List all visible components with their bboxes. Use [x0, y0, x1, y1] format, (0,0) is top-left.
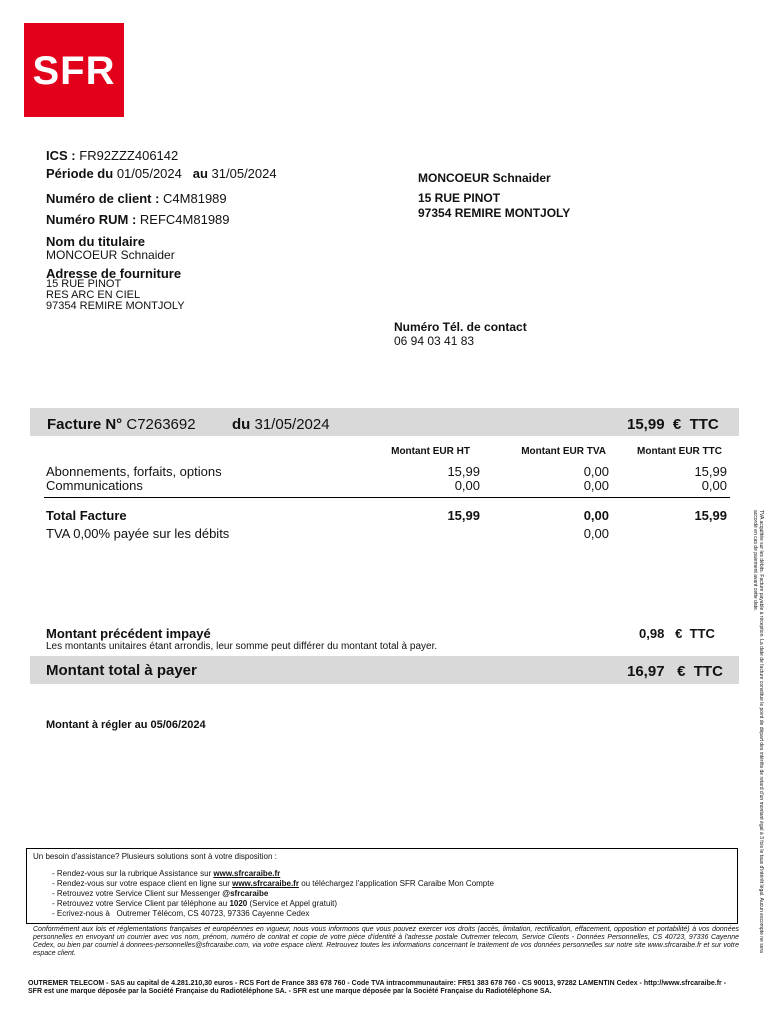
assistance-l5-text: - Ecrivez-nous à: [52, 909, 110, 918]
adresse-line-1: 15 RUE PINOT: [46, 278, 122, 290]
recipient-street: 15 RUE PINOT: [418, 191, 501, 205]
rum-label: Numéro RUM :: [46, 212, 137, 227]
client-value: C4M81989: [163, 191, 227, 206]
assistance-l3-text: - Retrouvez votre Service Client sur Messenger: [52, 889, 221, 898]
row-2-tva: 0,00: [583, 478, 609, 493]
col-header-ht: Montant EUR HT: [391, 446, 470, 457]
ics-line: [46, 148, 178, 163]
col-header-ttc: Montant EUR TTC: [637, 446, 722, 457]
titulaire-label: Nom du titulaire: [46, 234, 145, 249]
sfr-logo: [24, 23, 124, 117]
periode-label: Période du: [46, 166, 114, 181]
total-facture-tva: 0,00: [583, 508, 609, 523]
assistance-l4-text: - Retrouvez votre Service Client par téléphone au: [52, 899, 228, 908]
row-2-ttc: 0,00: [701, 478, 727, 493]
invoice-label: Facture N°: [47, 416, 123, 433]
invoice-date: 31/05/2024: [254, 416, 330, 433]
recipient-city: 97354 REMIRE MONTJOLY: [418, 206, 571, 220]
periode-end: 31/05/2024: [211, 166, 277, 181]
adresse-line-3: 97354 REMIRE MONTJOLY: [46, 300, 185, 312]
grand-total-ttc: TTC: [693, 663, 723, 680]
due-date: Montant à régler au 05/06/2024: [46, 719, 206, 731]
invoice-total-amount: 15,99: [627, 416, 665, 433]
total-facture-ttc: 15,99: [694, 508, 727, 523]
periode-line: [46, 166, 277, 181]
invoice-total-currency: €: [672, 416, 682, 433]
tel-label: Numéro Tél. de contact: [394, 320, 527, 334]
side-note: TVA acquittée sur les débits. Facture payable à réception. La date de facture constitue le point de départ des intérêts de retard d'un montant égal à 3 fois le taux d'intérêt légal. Aucun escompte ne sera accordé en cas de paiement avant cette date.: [752, 510, 764, 953]
assistance-l4-post: (Service et Appel gratuit): [249, 899, 338, 908]
tva-note-value: 0,00: [583, 526, 609, 541]
legal-paragraph: Conformément aux lois et réglementations françaises et européennes en vigueur, nous vous informons que vous pouvez exercer vos droits (accès, limitation, rectification, effacement, opposition et portabilité) à vos données personnelles en envoyant un courrier avec vos nom, prénom, numéro de contrat et copie de votre pièce d'identité à l'adresse postale Outremer telecom, Service Clients - Données Personnelles, CS 40723, 97336 Cayenne Cedex, ou bien par courriel à donnees-personnelles@sfrcaraibe.com, via votre espace client. Retrouvez toutes les informations concernant le traitement de vos données personnelles sur notre site www.sfrcaraibe.fr et sur votre espace client.: [33, 926, 739, 957]
company-footer: OUTREMER TELECOM - SAS au capital de 4.281.210,30 euros - RCS Fort de France 383 678 760 - Code TVA intracommunautaire: FR51 383 678 760 - CS 90013, 97282 LAMENTIN Cedex - http://www.sfrcaraibe.fr - SFR est une marque déposée par la Société Française du Radiotéléphone SA. - SFR est une marque déposée par la Société Française du Radiotéléphone SA.: [28, 980, 727, 995]
periode-start: 01/05/2024: [116, 166, 182, 181]
invoice-du: du: [232, 416, 251, 433]
previous-currency: €: [675, 626, 683, 641]
row-1-ttc: 15,99: [694, 464, 727, 479]
assistance-l1-link[interactable]: www.sfrcaraibe.fr: [213, 869, 281, 878]
row-1-label: Abonnements, forfaits, options: [46, 464, 222, 479]
assistance-l2-link[interactable]: www.sfrcaraibe.fr: [232, 879, 299, 888]
client-line: [46, 191, 227, 206]
previous-amount: 0,98: [639, 626, 665, 641]
assistance-line-1: [52, 869, 280, 878]
assistance-line-3: [52, 889, 268, 898]
grand-total-label: Montant total à payer: [46, 662, 197, 679]
total-facture-ht: 15,99: [447, 508, 480, 523]
previous-label: Montant précédent impayé: [46, 626, 211, 641]
invoice-number-line: [47, 416, 196, 433]
grand-total-amount: 16,97: [627, 663, 665, 680]
assistance-line-2: [52, 879, 494, 888]
invoice-total-ttc: TTC: [689, 416, 719, 433]
previous-amount-line: [639, 626, 715, 641]
table-divider: [44, 497, 730, 498]
row-1-ht: 15,99: [447, 464, 480, 479]
recipient-name: MONCOEUR Schnaider: [418, 171, 551, 185]
titulaire-value: MONCOEUR Schnaider: [46, 248, 175, 262]
assistance-line-4: [52, 899, 337, 908]
row-2-ht: 0,00: [454, 478, 480, 493]
assistance-l4-bold: 1020: [229, 899, 248, 908]
tel-value: 06 94 03 41 83: [394, 334, 475, 348]
invoice-total: [627, 416, 719, 433]
total-facture-label: Total Facture: [46, 508, 127, 523]
rum-line: [46, 212, 230, 227]
tva-note-label: TVA 0,00% payée sur les débits: [46, 526, 230, 541]
previous-ttc: TTC: [689, 626, 715, 641]
invoice-number: C7263692: [126, 416, 196, 433]
assistance-l5-post: Outremer Télécom, CS 40723, 97336 Cayenne Cedex: [116, 909, 310, 918]
ics-value: FR92ZZZ406142: [79, 148, 179, 163]
col-header-tva: Montant EUR TVA: [521, 446, 606, 457]
assistance-l2-post: ou téléchargez l'application SFR Caraibe Mon Compte: [301, 879, 494, 888]
grand-total-currency: €: [677, 663, 686, 680]
adresse-label: Adresse de fourniture: [46, 266, 182, 281]
client-label: Numéro de client :: [46, 191, 160, 206]
row-1-tva: 0,00: [583, 464, 609, 479]
grand-total-amount-line: [627, 663, 723, 680]
adresse-line-2: RES ARC EN CIEL: [46, 289, 141, 301]
logo-text: SFR: [32, 49, 116, 93]
assistance-l3-bold: @sfrcaraibe: [222, 889, 269, 898]
periode-au: au: [192, 166, 208, 181]
side-note-container: [748, 510, 768, 980]
assistance-line-5: [52, 909, 309, 918]
ics-label: ICS :: [46, 148, 76, 163]
assistance-title: Un besoin d'assistance? Plusieurs solutions sont à votre disposition :: [33, 852, 277, 861]
assistance-l2-text: - Rendez-vous sur votre espace client en ligne sur: [52, 879, 230, 888]
row-2-label: Communications: [46, 478, 143, 493]
invoice-date-line: [232, 416, 330, 433]
rum-value: REFC4M81989: [139, 212, 230, 227]
assistance-l1-text: - Rendez-vous sur la rubrique Assistance sur: [52, 869, 212, 878]
rounding-note: Les montants unitaires étant arrondis, leur somme peut différer du montant total à payer.: [46, 641, 438, 652]
